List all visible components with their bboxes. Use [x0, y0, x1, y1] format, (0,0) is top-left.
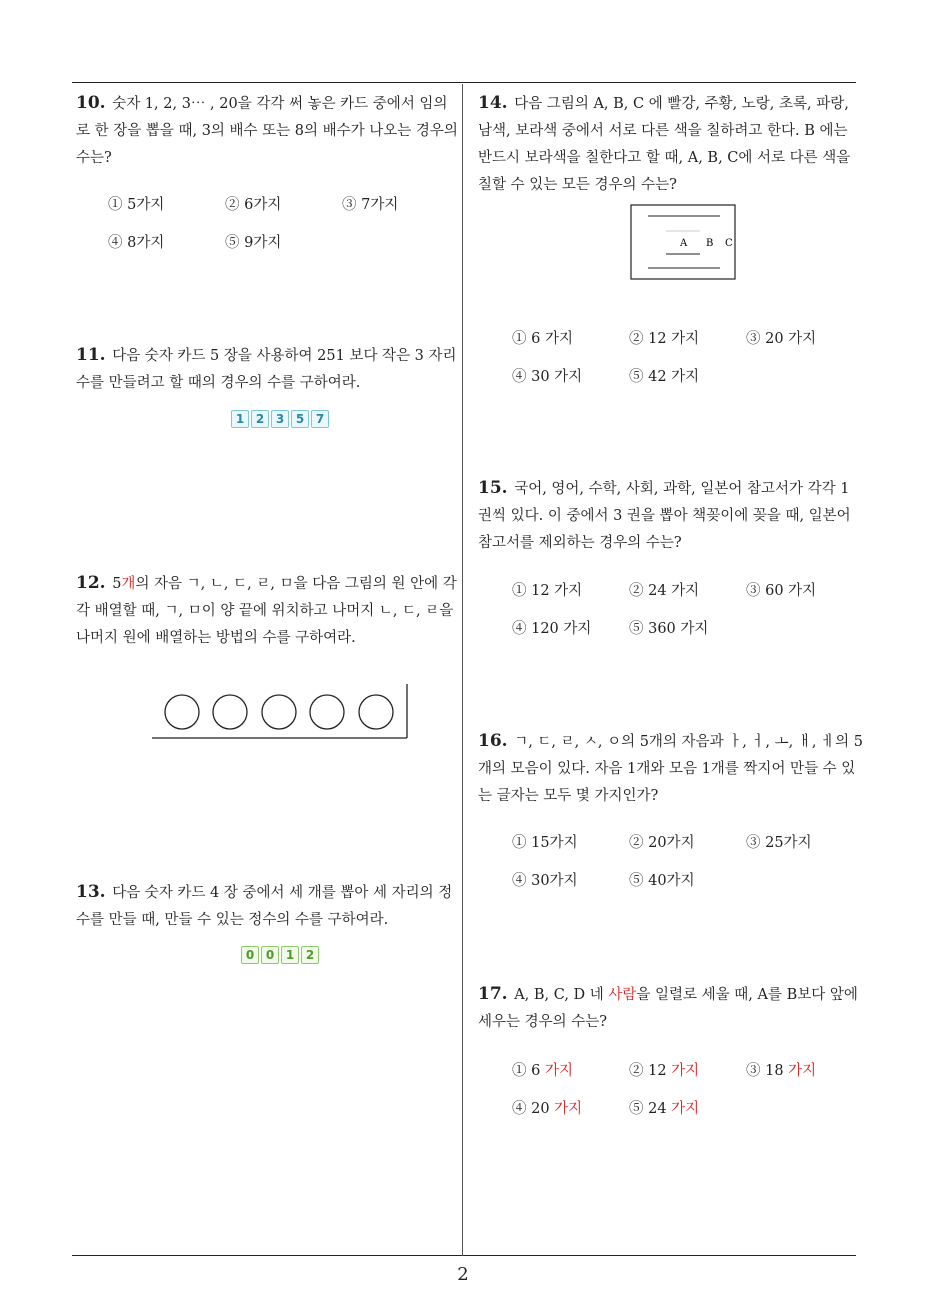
number-card: 0: [241, 946, 259, 964]
question-text: ㄱ, ㄷ, ㄹ, ㅅ, ㅇ의 5개의 자음과 ㅏ, ㅓ, ㅗ, ㅐ, ㅔ의 5개의 모음이 있다. 자음 1개와 모음 1개를 짝지어 만들 수 있는 글자는 모두 몇 가지인가?: [478, 734, 863, 804]
number-card: 2: [301, 946, 319, 964]
circle-figure-12: [150, 684, 420, 744]
question-number: 15.: [478, 478, 508, 498]
circle-slot: [359, 695, 393, 729]
number-card: 5: [291, 410, 309, 428]
choice-2[interactable]: ② 12 가지: [629, 330, 700, 347]
choice-3[interactable]: ③ 20 가지: [746, 330, 817, 347]
number-card: 2: [251, 410, 269, 428]
circle-slot: [262, 695, 296, 729]
question-number: 16.: [478, 731, 508, 751]
question-12: [76, 570, 461, 652]
number-card: 0: [261, 946, 279, 964]
choice-unit: 가지: [554, 1100, 583, 1117]
question-10: [76, 90, 461, 172]
choice-5[interactable]: [629, 1097, 746, 1118]
number-card: 7: [311, 410, 329, 428]
choice-1[interactable]: ① 6 가지: [512, 330, 573, 347]
question-text: 국어, 영어, 수학, 사회, 과학, 일본어 참고서가 각각 1 권씩 있다. 이 중에서 3 권을 뽑아 책꽂이에 꽂을 때, 일본어 참고서를 제외하는 경우의 수는?: [478, 481, 851, 551]
number-cards-13: [241, 946, 319, 964]
choice-unit: 가지: [788, 1062, 817, 1079]
question-16: [478, 728, 863, 810]
choices-17: [512, 1050, 892, 1126]
circle-slot: [310, 695, 344, 729]
question-text-rest: 의 자음 ㄱ, ㄴ, ㄷ, ㄹ, ㅁ을 다음 그림의 원 안에 각각 배열할 때, ㄱ, ㅁ이 양 끝에 위치하고 나머지 ㄴ, ㄷ, ㄹ을 나머지 원에 배열하는 방법의 수를 구하여라.: [76, 576, 457, 646]
choice-4[interactable]: ④ 30 가지: [512, 368, 583, 385]
choice-2[interactable]: ② 6가지: [225, 196, 282, 213]
choice-3[interactable]: ③ 7가지: [342, 196, 399, 213]
choice-5[interactable]: ⑤ 9가지: [225, 234, 282, 251]
choice-unit: 가지: [671, 1100, 700, 1117]
choices-15: [512, 570, 892, 646]
bottom-rule: [72, 1255, 856, 1256]
choice-unit: 가지: [544, 1062, 573, 1079]
highlighted-word: 사람: [608, 987, 637, 1003]
choice-3[interactable]: ③ 25가지: [746, 834, 812, 851]
choice-4[interactable]: ④ 8가지: [108, 234, 165, 251]
choice-number: ③ 18: [746, 1062, 789, 1079]
question-15: [478, 475, 863, 557]
choice-3[interactable]: ③ 60 가지: [746, 582, 817, 599]
number-card: 1: [231, 410, 249, 428]
label-c: C: [725, 238, 733, 249]
choice-unit: 가지: [671, 1062, 700, 1079]
choice-2[interactable]: ② 20가지: [629, 834, 695, 851]
choice-2[interactable]: ② 24 가지: [629, 582, 700, 599]
choice-number: ④ 20: [512, 1100, 555, 1117]
top-rule: [72, 82, 856, 83]
question-number: 13.: [76, 882, 106, 902]
highlighted-word: 개: [121, 576, 136, 592]
choice-number: ① 6: [512, 1062, 545, 1079]
question-number: 11.: [76, 345, 106, 365]
choice-1[interactable]: ① 15가지: [512, 834, 578, 851]
page-number: 2: [457, 1264, 469, 1285]
abc-figure-14: [630, 204, 740, 284]
choice-5[interactable]: ⑤ 42 가지: [629, 368, 700, 385]
choice-4[interactable]: ④ 120 가지: [512, 620, 592, 637]
label-b: B: [706, 238, 714, 249]
choices-14: [512, 318, 892, 394]
label-a: A: [680, 238, 688, 249]
question-text-start: A, B, C, D 네: [514, 987, 609, 1003]
choice-5[interactable]: ⑤ 40가지: [629, 872, 695, 889]
choice-3[interactable]: [746, 1059, 863, 1080]
question-number: 12.: [76, 573, 106, 593]
choice-1[interactable]: ① 12 가지: [512, 582, 583, 599]
choice-2[interactable]: [629, 1059, 746, 1080]
number-cards-11: [231, 410, 329, 428]
choice-1[interactable]: [512, 1059, 629, 1080]
question-number: 14.: [478, 93, 508, 113]
choice-5[interactable]: ⑤ 360 가지: [629, 620, 709, 637]
question-11: [76, 342, 461, 397]
question-text-start: 5: [112, 576, 122, 592]
choices-16: [512, 822, 892, 898]
question-17: [478, 981, 863, 1036]
question-text: 다음 숫자 카드 5 장을 사용하여 251 보다 작은 3 자리 수를 만들려고 할 때의 경우의 수를 구하여라.: [76, 348, 457, 391]
choice-4[interactable]: ④ 30가지: [512, 872, 578, 889]
question-text: 숫자 1, 2, 3⋯ , 20을 각각 써 놓은 카드 중에서 임의로 한 장을 뽑을 때, 3의 배수 또는 8의 배수가 나오는 경우의 수는?: [76, 96, 458, 166]
question-14: [478, 90, 863, 199]
choices-10: [108, 184, 488, 260]
choice-number: ② 12: [629, 1062, 672, 1079]
number-card: 3: [271, 410, 289, 428]
question-number: 10.: [76, 93, 106, 113]
circle-slot: [213, 695, 247, 729]
question-text-rest: 을 일렬로 세울 때, A를 B보다 앞에 세우는 경우의 수는?: [478, 987, 858, 1030]
question-text: 다음 그림의 A, B, C 에 빨강, 주황, 노랑, 초록, 파랑, 남색, 보라색 중에서 서로 다른 색을 칠하려고 한다. B 에는 반드시 보라색을 칠한다고 할 때, A, B, C에 서로 다른 색을 칠할 수 있는 모든 경우의 수는?: [478, 96, 851, 193]
question-number: 17.: [478, 984, 508, 1004]
choice-1[interactable]: ① 5가지: [108, 196, 165, 213]
choice-4[interactable]: [512, 1097, 629, 1118]
circle-slot: [165, 695, 199, 729]
number-card: 1: [281, 946, 299, 964]
choice-number: ⑤ 24: [629, 1100, 672, 1117]
question-13: [76, 879, 461, 934]
question-text: 다음 숫자 카드 4 장 중에서 세 개를 뽑아 세 자리의 정수를 만들 때, 만들 수 있는 정수의 수를 구하여라.: [76, 885, 453, 928]
